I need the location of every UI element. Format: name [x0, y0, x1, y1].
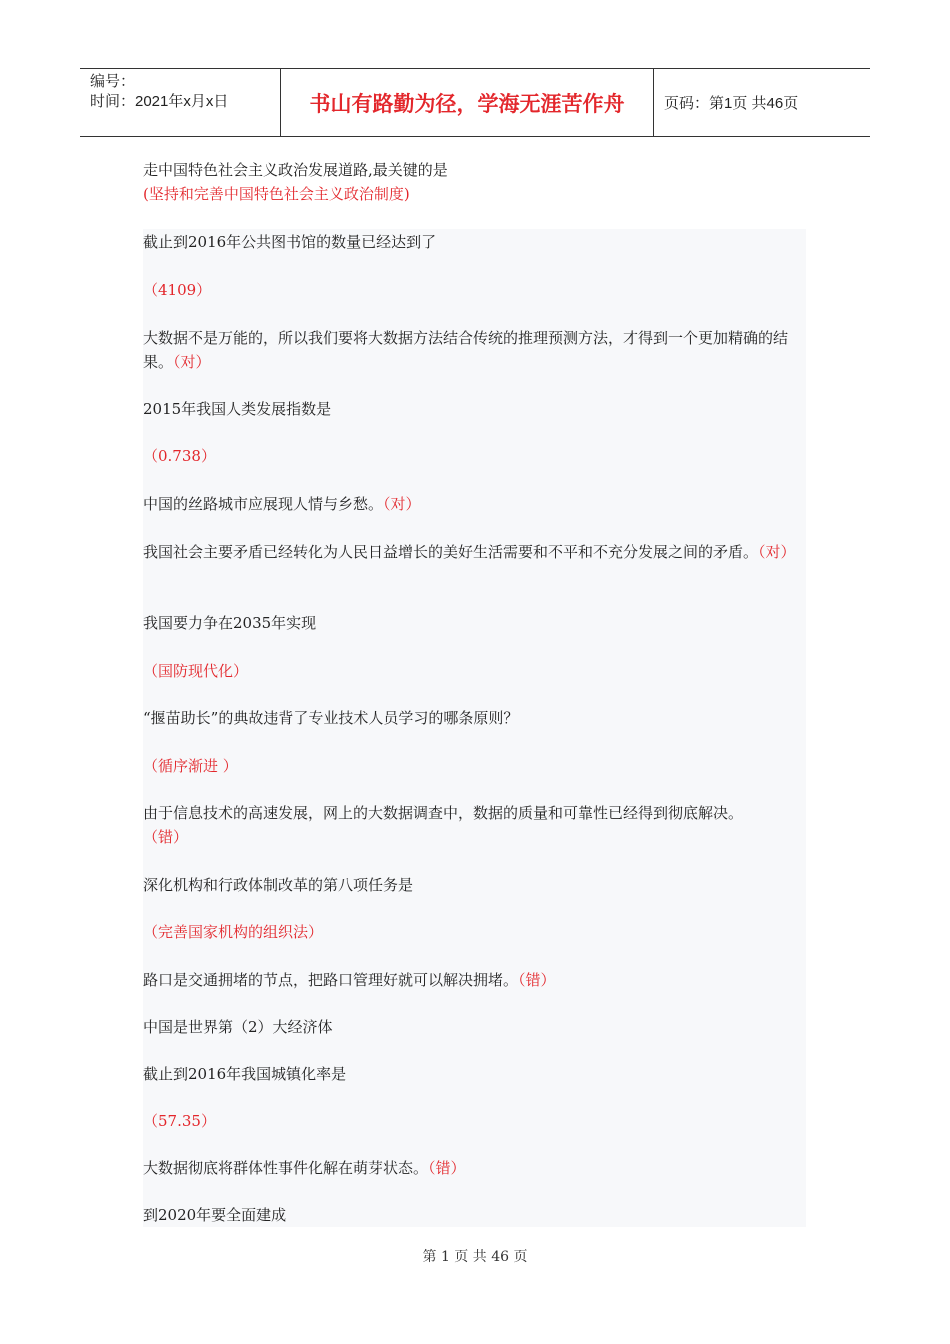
answer-text: （对）: [758, 543, 796, 561]
time-label: 时间：2021年x月x日: [90, 93, 229, 110]
question-text: 路口是交通拥堵的节点，把路口管理好就可以解决拥堵。（错）: [143, 971, 556, 989]
question-text: 大数据彻底将群体性事件化解在萌芽状态。（错）: [143, 1159, 466, 1177]
answer-text: （完善国家机构的组织法）: [143, 923, 324, 941]
question-text: 2015年我国人类发展指数是: [143, 400, 332, 418]
question-text: 大数据不是万能的，所以我们要将大数据方法结合传统的推理预测方法，才得到一个更加精确的结果。（对）: [143, 329, 789, 371]
answer-text: （错）: [518, 971, 556, 989]
question-text: “揠苗助长”的典故违背了专业技术人员学习的哪条原则？: [143, 709, 519, 727]
answer-text: （循序渐进 ）: [143, 757, 238, 775]
question-text: 我国要力争在2035年实现: [143, 614, 317, 632]
answer-text: （对）: [383, 495, 421, 513]
question-text: 走中国特色社会主义政治发展道路,最关键的是: [143, 161, 448, 179]
number-label: 编号：: [90, 73, 136, 90]
answer-text: （0.738）: [143, 447, 216, 465]
question-text: 到2020年要全面建成: [143, 1206, 287, 1224]
answer-text: （4109）: [143, 281, 212, 299]
question-text: 中国的丝路城市应展现人情与乡愁。（对）: [143, 495, 421, 513]
answer-text: （错）: [143, 828, 189, 846]
page-header: [80, 68, 870, 137]
answer-text: (坚持和完善中国特色社会主义政治制度): [143, 185, 410, 203]
question-text: 中国是世界第（2）大经济体: [143, 1018, 333, 1036]
question-text: 我国社会主要矛盾已经转化为人民日益增长的美好生活需要和不平和不充分发展之间的矛盾。（对）: [143, 543, 796, 561]
answer-text: （57.35）: [143, 1112, 216, 1130]
question-text: 截止到2016年我国城镇化率是: [143, 1065, 347, 1083]
header-motto: 书山有路勤为径，学海无涯苦作舟: [281, 69, 654, 136]
header-page-code: 页码：第1页 共46页: [664, 95, 799, 112]
question-text: 截止到2016年公共图书馆的数量已经达到了: [143, 233, 437, 251]
answer-text: （错）: [428, 1159, 466, 1177]
page-footer: 第 1 页 共 46 页: [422, 1249, 528, 1265]
answer-text: （国防现代化）: [143, 662, 249, 680]
question-text: 深化机构和行政体制改革的第八项任务是: [143, 876, 414, 894]
question-text: 由于信息技术的高速发展，网上的大数据调查中，数据的质量和可靠性已经得到彻底解决。 （错）: [143, 804, 744, 846]
answer-text: （对）: [173, 353, 211, 371]
header-meta: [80, 69, 281, 136]
